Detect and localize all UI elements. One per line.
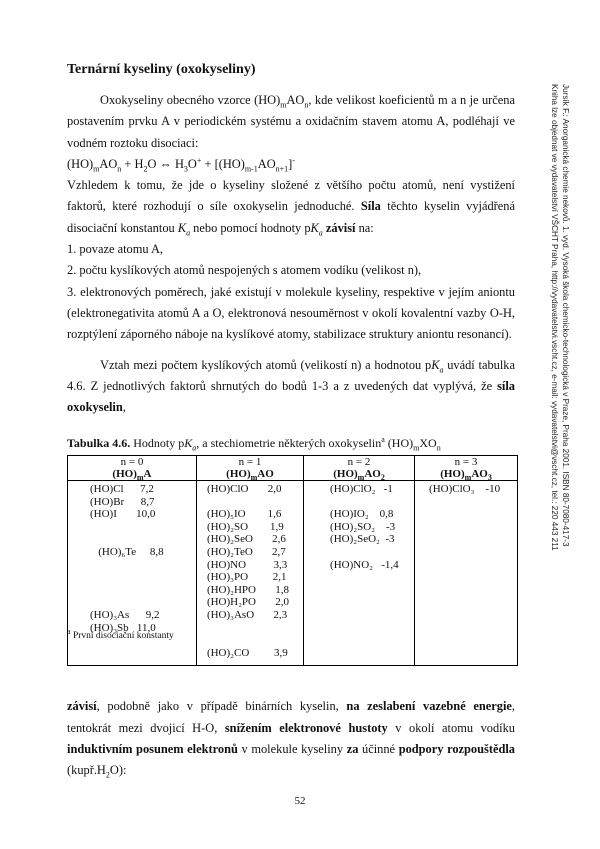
eq-part: O ⇔ H [147,156,184,171]
header-formula [415,468,518,481]
eq-sup: - [292,155,295,165]
eq-sub: m [93,164,100,174]
eq-part: ] [288,156,293,171]
table-cell [429,496,517,509]
table-cell [207,634,303,647]
text: , podobně jako v případě binárních kyselin, [96,699,347,714]
table-cell: (HO)₃As 9,2 [90,608,160,621]
table-cell [90,596,196,609]
header-n: n = 3 [415,456,518,469]
italic-symbol: K [431,357,440,372]
subscript: a [192,443,197,453]
table-cell [330,571,414,584]
paragraph-relation [67,355,515,419]
table-cell [429,622,517,635]
table-cell: (HO)IO₂ 0,8 [330,508,394,521]
text: uvádí tabulka 4.6. Z jednotlivých faktorů shrnutých do bodů 1-3 a z uvedených dat vyplývá, že [67,357,515,393]
subscript: n [304,100,309,110]
citation-line: Kniha lze objednat ve vydavatelství VŠCHT Praha, http://vydavatelstvi.vscht.cz, e-mail: vydavatelstvi@vscht.cz, tel.: 220 443 211 [550,84,559,551]
eq-sub: m-1 [244,164,258,174]
text: Vzhledem k tomu, že jde o kyseliny složené z většího počtu atomů, není vystižení faktorů, které rozhodují o síle oxokyselin jednoduché. [67,178,515,214]
text: v molekule kyseliny [237,741,347,756]
list-item: 3. elektronových poměrech, jaké existují v molekule kyseliny, respektive v jejím aniontu (elektronegativita atomů A a O, elektronová nesouměrnost v okolí kovalentní vazby O-H, rozptýlení záporného náboje na kyslíkové atomy, stabilizace struktury aniontu resonancí). [67,284,515,342]
table-cell: (HO)Cl 7,2 [90,483,154,495]
table-cell [330,634,414,647]
header-n: n = 1 [196,456,303,469]
text: AO [257,468,274,480]
text: na: [355,220,374,235]
table-cell [90,571,196,584]
table-cell: (HO)₂SO 1,9 [206,520,284,533]
table-cell [429,546,517,559]
table-cell [207,496,303,509]
header-formula [304,468,415,481]
subscript: m [413,443,420,453]
table-cell: (HO)NO 3,3 [206,558,288,571]
text: Oxokyseliny obecného vzorce (HO) [100,93,281,107]
body-text-top [67,90,515,418]
table-cell: (HO)I 10,0 [90,508,156,521]
bold-text: na zeslabení vazebné energie [346,699,512,714]
bold-text: podpory rozpouštědla [398,741,515,756]
text: těchto kyselin vyjádřená disociační konstantou [67,199,515,235]
eq-part: AO [257,156,276,171]
table-cell: (HO)₆Te 8,8 [90,545,164,558]
paragraph-continuation [67,696,515,781]
list-item: 1. povaze atomu A, [67,242,164,257]
subscript: 2 [105,770,110,780]
table-cell [330,596,414,609]
text: Hodnoty p [130,436,185,450]
text: (HO) [333,468,358,480]
caption-label: Tabulka 4.6. [67,436,131,450]
eq-sub: n+1 [275,164,289,174]
text: (HO) [226,468,251,480]
text: (kupř.H [67,763,106,778]
subscript: n [436,443,441,453]
eq-part: AO [99,156,118,171]
table-cell [330,647,414,660]
header-formula [68,468,197,481]
eq-sup: + [196,155,202,165]
table-header-row [68,456,518,469]
italic-symbol: K [177,220,187,235]
table-cell: (HO)₃Sb 11,0 [90,621,156,634]
text: A [143,468,152,480]
bold-text: síla oxokyselin [67,378,515,415]
subscript: a [439,365,444,375]
subscript: m [464,473,472,483]
bold-text: závisí [325,220,356,235]
table-cell [330,546,414,559]
italic-symbol: K [310,220,319,235]
header-formula [196,468,303,481]
bold-text: Síla [360,199,381,214]
header-n: n = 0 [68,456,197,469]
table-cell: (HO)ClO₂ -1 [330,483,393,495]
table-cell [429,521,517,534]
table-cell: (HO)₂HPO 1,8 [206,583,289,596]
bold-text: za [346,741,359,756]
table-cell: (HO)NO₂ -1,4 [330,558,399,571]
paragraph-strength [67,175,515,239]
table-cell: (HO)H₂PO 2,0 [206,596,289,609]
table-column-n3 [415,481,518,666]
subscript: m [136,473,144,483]
table-cell [90,533,196,546]
eq-part: (HO) [67,156,94,171]
section-heading: Ternární kyseliny (oxokyseliny) [67,62,256,77]
table-cell [429,596,517,609]
eq-part: + H [121,156,144,171]
text: , [122,400,126,415]
table-cell [90,647,196,660]
table-cell [429,647,517,660]
table-cell [429,559,517,572]
table-cell [330,584,414,597]
table-column-n2 [304,481,415,666]
table-cell [330,609,414,622]
footnote-mark: a [67,626,71,636]
text: účinné [358,741,399,756]
table-cell [90,584,196,597]
subscript: m [357,473,365,483]
text: AO [364,468,381,480]
table-cell [429,634,517,647]
footnote-mark: a [381,435,385,444]
table-cell: (HO)₂CO 3,9 [206,646,288,659]
table-cell [330,496,414,509]
table-cell [429,609,517,622]
text: , kde velikost koeficientů m a n je určena postavením prvku A v periodickém systému a oxidačním stavem atomu A, podléhají ve vodném roztoku disociaci: [67,93,515,150]
table-caption [67,436,527,451]
table-cell: (HO)₂SeO₂ -3 [330,533,395,546]
text: , a stechiometrie některých oxokyselin [196,436,382,450]
list-item: 2. počtu kyslíkových atomů nespojených s atomem vodíku (velikost n), [67,263,422,278]
table-cell: (HO)ClO₃ -10 [429,483,501,495]
table-cell [207,622,303,635]
text: O): [109,763,127,778]
text: (HO) [384,436,414,450]
table-formula-row [68,468,518,481]
bold-text: induktivním posunem elektronů [67,741,238,756]
subscript: a [186,228,191,238]
table-cell: (HO)₂SO₂ -3 [330,520,396,533]
text: (HO) [112,468,137,480]
eq-part: + [(HO) [201,156,245,171]
eq-sub: 3 [183,164,188,174]
text: Vztah mezi počtem kyslíkových atomů (velikostí n) a hodnotou p [100,357,432,372]
table-cell [429,533,517,546]
table-cell: (HO)₃AsO 2,3 [206,608,288,621]
table-cell: (HO)ClO 2,0 [206,483,282,495]
table-cell [429,584,517,597]
table-cell: (HO)₂SeO 2,6 [206,533,286,546]
page-number: 52 [294,795,306,807]
table-cell: (HO)₃PO 2,1 [206,571,287,584]
text: XO [419,436,437,450]
bold-text: snížením elektronové hustoty [224,720,388,735]
text: (HO) [440,468,465,480]
table-cell [429,571,517,584]
header-n: n = 2 [304,456,415,469]
text: , tentokrát mezi dvojicí H-O, [67,699,515,735]
table-cell [429,508,517,521]
subscript: 3 [487,473,492,483]
side-citation [549,84,571,584]
table-cell: (HO)₅IO 1,6 [206,508,282,521]
table-cell [90,559,196,572]
subscript: m [280,100,287,110]
table-cell [90,521,196,534]
body-text-bottom [67,684,515,794]
subscript: a [318,228,323,238]
subscript: 2 [380,473,385,483]
italic-symbol: K [184,436,193,450]
text: AO [286,93,305,107]
eq-part: O [187,156,197,171]
subscript: m [250,473,258,483]
dissociation-equation [67,154,515,175]
text: v okolí atomu vodíku [387,720,515,735]
table-cell: (HO)₂TeO 2,7 [206,545,286,558]
eq-sub: n [117,164,122,174]
text: nebo pomocí hodnoty p [190,220,311,235]
table-cell: (HO)Br 8,7 [90,495,155,508]
citation-line: Jursík F.: Anorganická chemie nekovů. 1. vyd. Vysoká škola chemicko-technologická v Praze, Praha 2001. ISBN 80-7080-417-3 [561,84,570,547]
text: AO [471,468,488,480]
bold-text: závisí [67,699,97,714]
footnote-text: První disociační konstanty [70,631,174,641]
eq-sub: 2 [143,164,148,174]
table-cell [330,622,414,635]
table-column-n1 [196,481,303,666]
paragraph-intro [67,90,515,154]
